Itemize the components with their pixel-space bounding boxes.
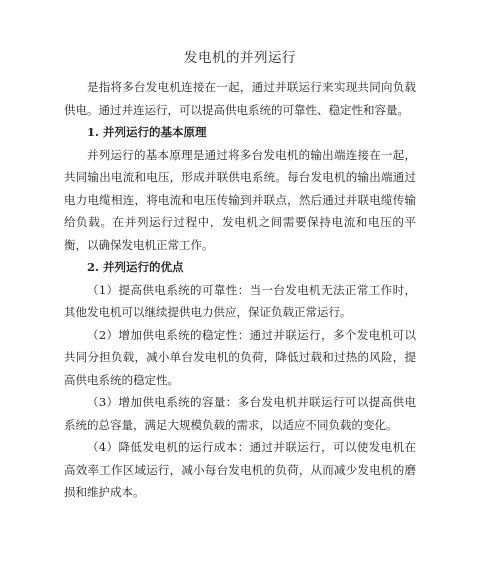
- advantage-item-1: （1）提高供电系统的可靠性：当一台发电机无法正常工作时，其他发电机可以继续提供电力供应，保证负载正常运行。: [64, 282, 416, 319]
- advantage-item-2: （2）增加供电系统的稳定性：通过并联运行，多个发电机可以共同分担负载，减小单台发电机的负荷，降低过载和过热的风险，提高供电系统的稳定性。: [64, 327, 416, 387]
- section-1-heading: 1. 并列运行的基本原理: [87, 125, 207, 139]
- section-1-paragraph: 并列运行的基本原理是通过将多台发电机的输出端连接在一起，共同输出电流和电压，形成并联供电系统。每台发电机的输出端通过电力电缆相连，将电流和电压传输到并联点，然后通过并联电缆传输给负载。在并列运行过程中，发电机之间需要保持电流和电压的平衡，以确保发电机正常工作。: [64, 147, 416, 252]
- advantage-item-3: （3）增加供电系统的容量：多台发电机并联运行可以提高供电系统的总容量，满足大规模负载的需求，以适应不同负载的变化。: [64, 395, 416, 432]
- document-title: 发电机的并列运行: [184, 50, 296, 66]
- section-2-heading: 2. 并列运行的优点: [87, 260, 184, 274]
- intro-paragraph: 是指将多台发电机连接在一起，通过并联运行来实现共同向负载供电。通过并连运行，可以提高供电系统的可靠性、稳定性和容量。: [64, 80, 416, 117]
- advantage-item-4: （4）降低发电机的运行成本：通过并联运行，可以使发电机在高效率工作区域运行，减小每台发电机的负荷，从而减少发电机的磨损和维护成本。: [64, 440, 416, 499]
